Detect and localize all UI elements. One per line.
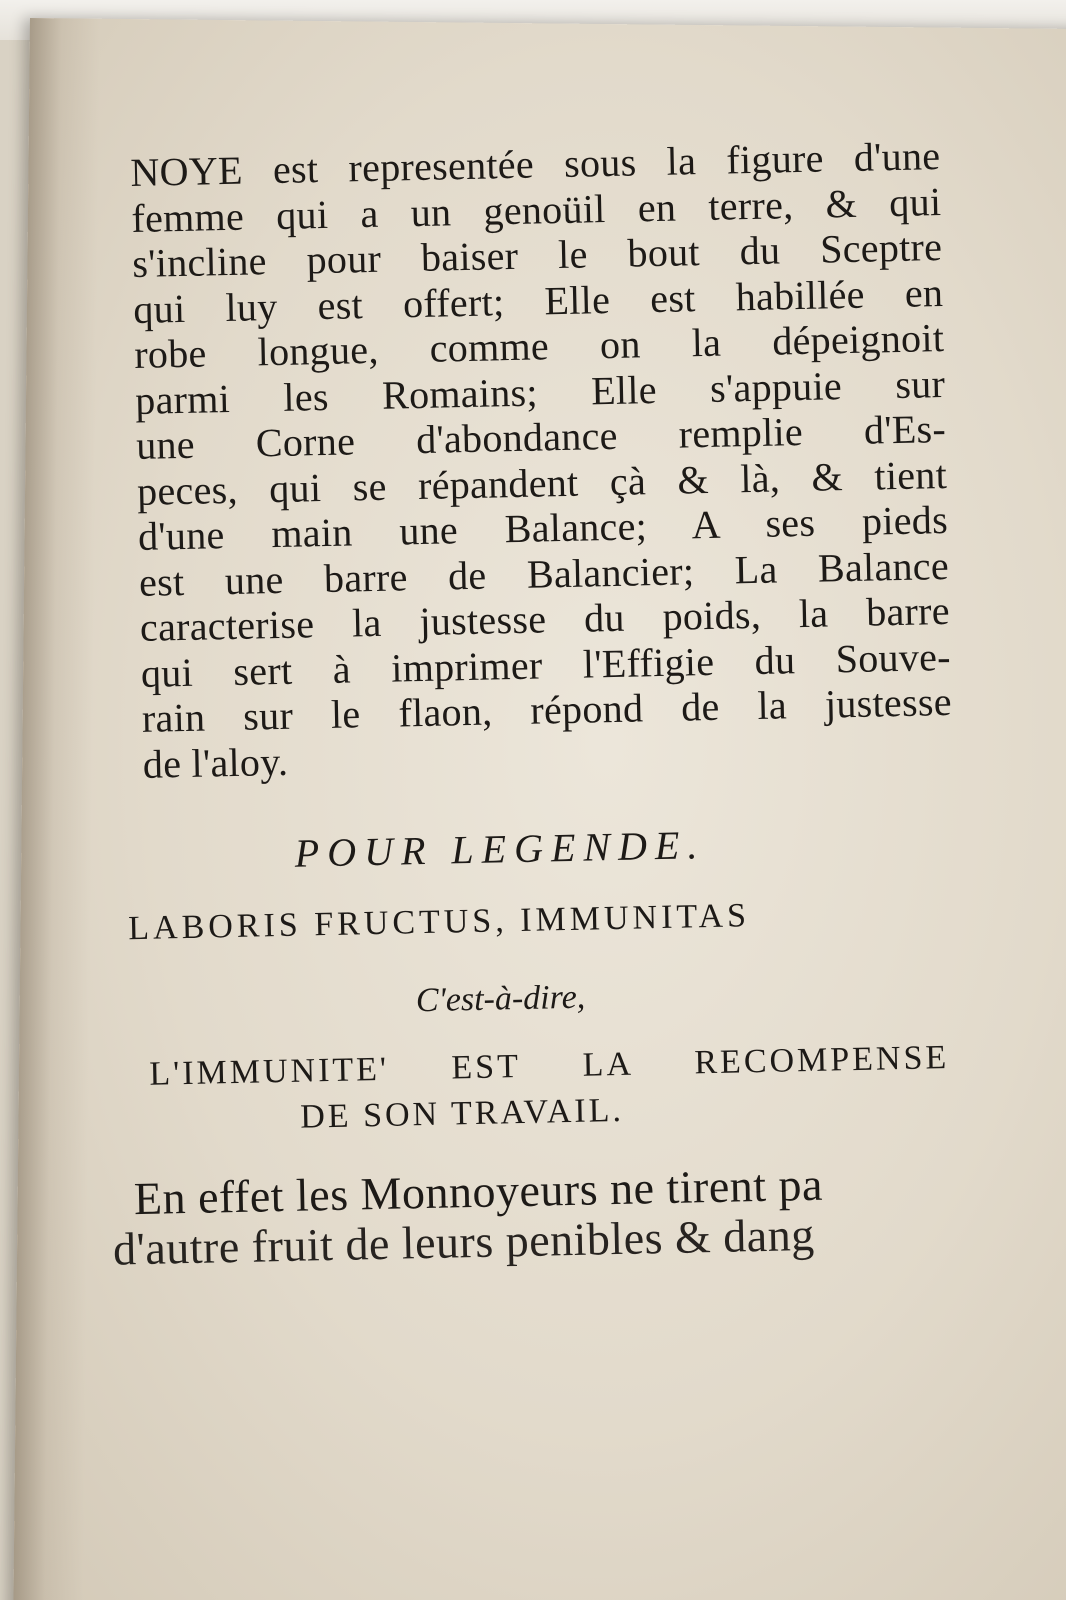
paragraph-line: parmi les Romains; Elle s'appuie sur bbox=[134, 360, 946, 423]
paragraph-line: rain sur le flaon, répond de la justesse bbox=[141, 678, 953, 741]
paragraph-line: peces, qui se répandent çà & là, & tient bbox=[136, 451, 948, 514]
paragraph-line: caracterise la justesse du poids, la barre bbox=[139, 587, 951, 650]
continuation-line-2: d'autre fruit de leurs penibles & dang bbox=[112, 1208, 816, 1275]
continuation-line-1: En effet les Monnoyeurs ne tirent pa bbox=[133, 1158, 824, 1225]
latin-motto: LABORIS FRUCTUS, IMMUNITAS bbox=[127, 897, 751, 948]
paragraph-line: d'une main une Balance; A ses pieds bbox=[137, 496, 949, 559]
paragraph-line: qui luy est offert; Elle est habillée en bbox=[132, 269, 944, 332]
paragraph-line: NOYE est representée sous la figure d'une bbox=[130, 133, 941, 195]
paragraph-line: une Corne d'abondance remplie d'Es- bbox=[135, 405, 947, 468]
paragraph-line: qui sert à imprimer l'Effigie du Souve- bbox=[140, 633, 952, 696]
paragraph-line: est une barre de Balancier; La Balance bbox=[138, 542, 950, 605]
motto-translation-line-1: L'IMMUNITE' EST LA RECOMPENSE bbox=[148, 1039, 950, 1093]
paragraph-line: femme qui a un genoüil en terre, & qui bbox=[130, 178, 942, 241]
page-gutter-shadow bbox=[13, 18, 100, 1600]
printed-text-block bbox=[112, 133, 963, 1275]
legende-heading: POUR LEGENDE. bbox=[294, 822, 706, 876]
paragraph-line: s'incline pour baiser le bout du Sceptre bbox=[131, 224, 943, 286]
cest-a-dire-label: C'est-à-dire, bbox=[415, 978, 586, 1020]
paragraph-line: robe longue, comme on la dépeignoit bbox=[133, 314, 945, 377]
motto-translation-line-2: DE SON TRAVAIL. bbox=[299, 1091, 625, 1136]
paragraph-line: de l'aloy. bbox=[142, 738, 289, 787]
